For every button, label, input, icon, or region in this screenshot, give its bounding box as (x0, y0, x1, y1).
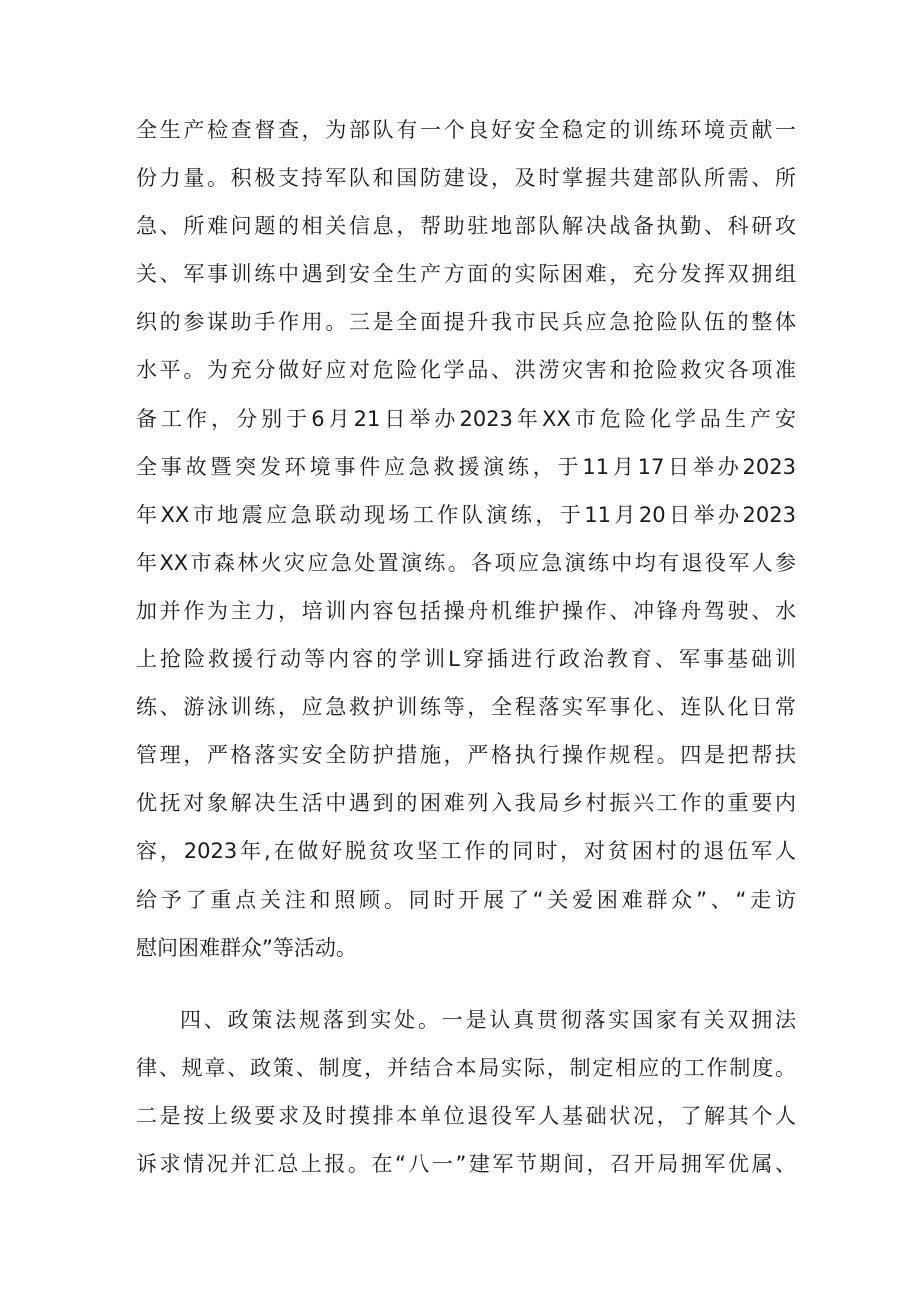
text-line: 份力量。积极支持军队和国防建设，及时掌握共建部队所需、所 (136, 166, 796, 191)
text-line: 年XX市地震应急联动现场工作队演练，于11月20日举办2023 (136, 502, 796, 527)
text-line: 管理，严格落实安全防护措施，严格执行操作规程。四是把帮扶 (136, 743, 796, 768)
text-line: 二是按上级要求及时摸排本单位退役军人基础状况，了解其个人 (136, 1103, 796, 1128)
text-line: 诉求情况并汇总上报。在“八一”建军节期间，召开局拥军优属、 (136, 1151, 796, 1176)
text-line: 全生产检查督查，为部队有一个良好安全稳定的训练环境贡献一 (136, 118, 796, 142)
text-line: 关、军事训练中遇到安全生产方面的实际困难，充分发挥双拥组 (136, 262, 796, 287)
text-line: 给予了重点关注和照顾。同时开展了“关爱困难群众”、“走访 (136, 887, 796, 912)
text-line: 织的参谋助手作用。三是全面提升我市民兵应急抢险队伍的整体 (136, 310, 796, 335)
text-line: 加并作为主力，培训内容包括操舟机维护操作、冲锋舟驾驶、水 (136, 598, 796, 623)
text-line: 律、规章、政策、制度，并结合本局实际，制定相应的工作制度。 (136, 1055, 796, 1080)
text-line: 慰问困难群众”等活动。 (136, 935, 357, 960)
paragraph-1 (136, 106, 796, 972)
paragraph-spacer (136, 972, 796, 996)
text-line: 优抚对象解决生活中遇到的困难列入我局乡村振兴工作的重要内 (136, 791, 796, 816)
text-line: 急、所难问题的相关信息，帮助驻地部队解决战备执勤、科研攻 (136, 214, 796, 239)
document-body (136, 106, 796, 1188)
text-line: 年XX市森林火灾应急处置演练。各项应急演练中均有退役军人参 (136, 550, 796, 575)
text-line: 上抢险救援行动等内容的学训L穿插进行政治教育、军事基础训 (136, 647, 796, 672)
text-line: 备工作，分别于6月21日举办2023年XX市危险化学品生产安 (136, 406, 796, 431)
text-line: 全事故暨突发环境事件应急救援演练，于11月17日举办2023 (136, 454, 796, 479)
text-line: 练、游泳训练，应急救护训练等，全程落实军事化、连队化日常 (136, 695, 796, 720)
paragraph-2 (136, 996, 796, 1188)
text-line: 容，2023年,在做好脱贫攻坚工作的同时，对贫困村的退伍军人 (136, 839, 796, 864)
text-line: 四、政策法规落到实处。一是认真贯彻落实国家有关双拥法 (180, 1007, 796, 1032)
text-line: 水平。为充分做好应对危险化学品、洪涝灾害和抢险救灾各项准 (136, 358, 796, 383)
